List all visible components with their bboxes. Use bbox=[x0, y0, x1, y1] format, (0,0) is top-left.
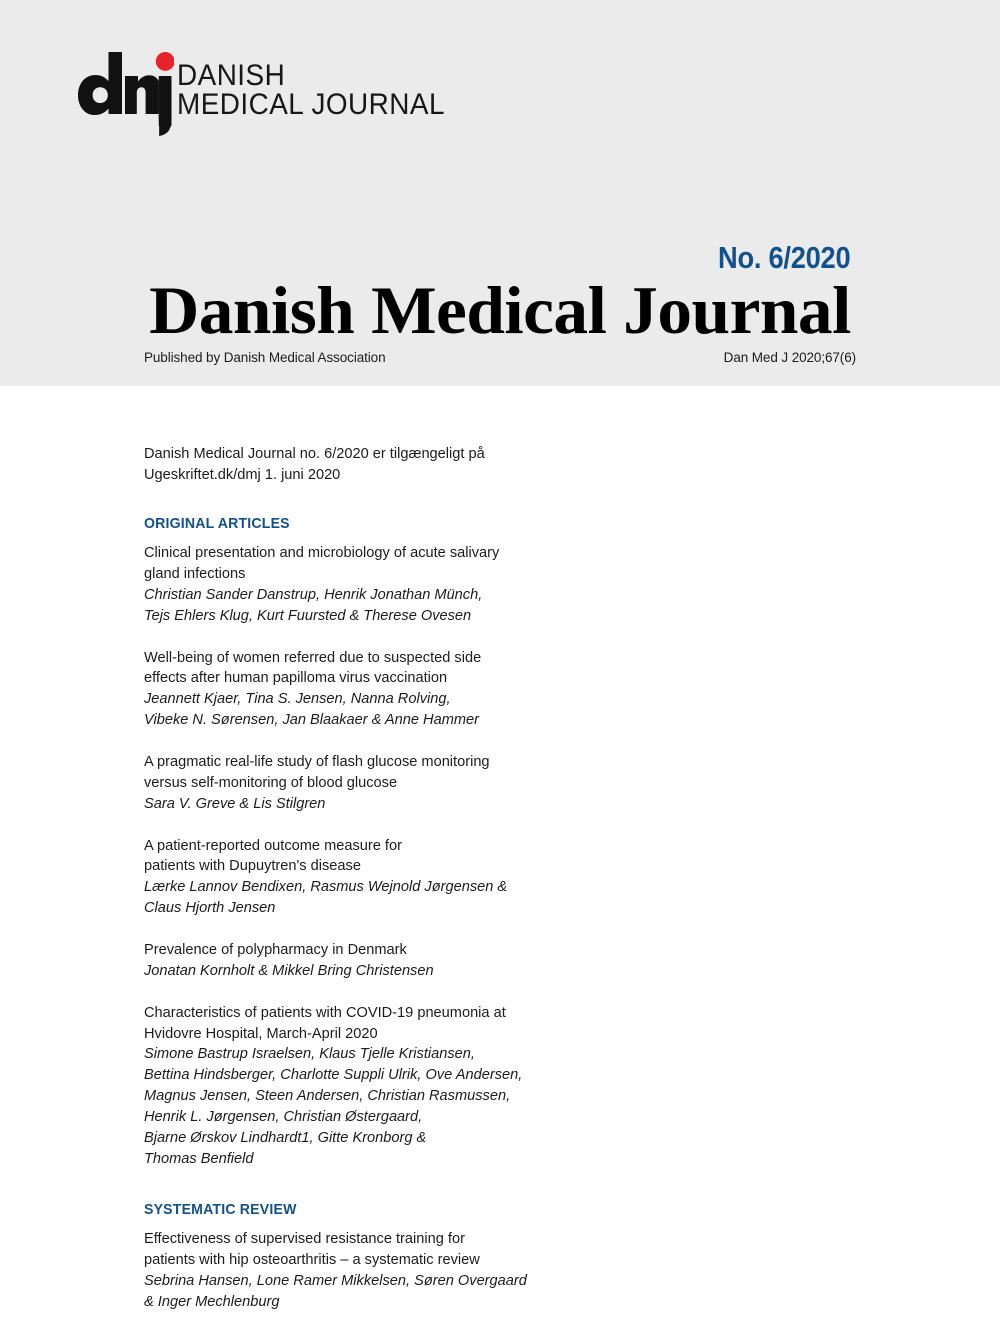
article-authors-line: Bjarne Ørskov Lindhardt1, Gitte Kronborg & bbox=[144, 1129, 427, 1146]
article-title-line: Characteristics of patients with COVID-19 pneumonia at bbox=[144, 1004, 506, 1021]
toc-article[interactable] bbox=[144, 1229, 544, 1312]
article-authors-line: Jonatan Kornholt & Mikkel Bring Christensen bbox=[144, 962, 434, 979]
article-title bbox=[144, 543, 544, 585]
article-title-line: Effectiveness of supervised resistance training for bbox=[144, 1231, 465, 1248]
masthead-title: Danish Medical Journal bbox=[149, 272, 851, 348]
article-title bbox=[144, 648, 544, 690]
article-authors-line: Magnus Jensen, Steen Andersen, Christian Rasmussen, bbox=[144, 1088, 511, 1105]
toc-article[interactable] bbox=[144, 940, 544, 982]
logo-line-danish: DANISH bbox=[177, 59, 286, 92]
logo-line-medical-journal: MEDICAL JOURNAL bbox=[177, 88, 445, 122]
article-authors bbox=[144, 585, 544, 627]
article-title-line: versus self-monitoring of blood glucose bbox=[144, 774, 398, 791]
table-of-contents bbox=[144, 444, 544, 1323]
toc-article[interactable] bbox=[144, 543, 544, 626]
availability-note-line-1: Danish Medical Journal no. 6/2020 er tilgængeligt på bbox=[144, 446, 485, 462]
article-authors-line: Tejs Ehlers Klug, Kurt Fuursted & Therese Ovesen bbox=[144, 607, 472, 624]
toc-article[interactable] bbox=[144, 752, 544, 815]
toc-article[interactable] bbox=[144, 836, 544, 919]
section-heading: SYSTEMATIC REVIEW bbox=[144, 1200, 297, 1218]
article-authors bbox=[144, 1271, 544, 1313]
article-title bbox=[144, 752, 544, 794]
article-title-line: A patient-reported outcome measure for bbox=[144, 837, 402, 854]
citation-text: Dan Med J 2020;67(6) bbox=[723, 350, 856, 365]
article-authors-line: Henrik L. Jørgensen, Christian Østergaard, bbox=[144, 1109, 423, 1126]
availability-note-line-2: Ugeskriftet.dk/dmj 1. juni 2020 bbox=[144, 466, 341, 483]
article-authors-line: & Inger Mechlenburg bbox=[144, 1293, 280, 1310]
article-title-line: patients with hip osteoarthritis – a systematic review bbox=[144, 1251, 480, 1268]
article-title-line: gland infections bbox=[144, 566, 246, 583]
article-authors-line: Lærke Lannov Bendixen, Rasmus Wejnold Jørgensen & bbox=[144, 879, 508, 896]
article-title-line: Well-being of women referred due to suspected side bbox=[144, 649, 482, 666]
dmj-logomark-icon bbox=[78, 52, 174, 136]
article-authors-line: Vibeke N. Sørensen, Jan Blaakaer & Anne Hammer bbox=[144, 712, 480, 729]
article-authors bbox=[144, 877, 544, 919]
article-title-line: effects after human papilloma virus vaccination bbox=[144, 670, 448, 687]
masthead-footer bbox=[144, 350, 856, 365]
article-authors-line: Christian Sander Danstrup, Henrik Jonathan Münch, bbox=[144, 586, 483, 603]
toc-article[interactable] bbox=[144, 648, 544, 731]
toc-article[interactable] bbox=[144, 1003, 544, 1170]
article-authors-line: Jeannett Kjaer, Tina S. Jensen, Nanna Rolving, bbox=[144, 691, 451, 708]
article-authors-line: Sara V. Greve & Lis Stilgren bbox=[144, 795, 326, 812]
article-authors bbox=[144, 794, 544, 815]
sections-root bbox=[144, 513, 544, 1313]
article-authors-line: Claus Hjorth Jensen bbox=[144, 900, 276, 917]
section-heading: ORIGINAL ARTICLES bbox=[144, 514, 290, 532]
article-title-line: patients with Dupuytren's disease bbox=[144, 858, 361, 875]
publisher-text: Published by Danish Medical Association bbox=[144, 350, 386, 365]
article-title-line: Clinical presentation and microbiology of acute salivary bbox=[144, 545, 500, 562]
article-title bbox=[144, 1229, 544, 1271]
article-title bbox=[144, 940, 544, 961]
article-authors bbox=[144, 961, 544, 982]
article-authors-line: Bettina Hindsberger, Charlotte Suppli Ulrik, Ove Andersen, bbox=[144, 1067, 523, 1084]
article-authors bbox=[144, 1044, 544, 1169]
article-title-line: Hvidovre Hospital, March-April 2020 bbox=[144, 1025, 378, 1042]
article-authors bbox=[144, 689, 544, 731]
toc-section bbox=[144, 513, 544, 1170]
article-title-line: Prevalence of polypharmacy in Denmark bbox=[144, 942, 407, 959]
issue-number: No. 6/2020 bbox=[717, 240, 850, 275]
article-title-line: A pragmatic real-life study of flash glucose monitoring bbox=[144, 754, 490, 771]
article-authors-line: Sebrina Hansen, Lone Ramer Mikkelsen, Søren Overgaard bbox=[144, 1272, 527, 1289]
article-title bbox=[144, 836, 544, 878]
toc-section bbox=[144, 1199, 544, 1313]
article-authors-line: Simone Bastrup Israelsen, Klaus Tjelle Kristiansen, bbox=[144, 1046, 475, 1063]
availability-note bbox=[144, 444, 544, 486]
dmj-logo bbox=[78, 52, 465, 136]
article-title bbox=[144, 1003, 544, 1045]
article-authors-line: Thomas Benfield bbox=[144, 1150, 254, 1167]
